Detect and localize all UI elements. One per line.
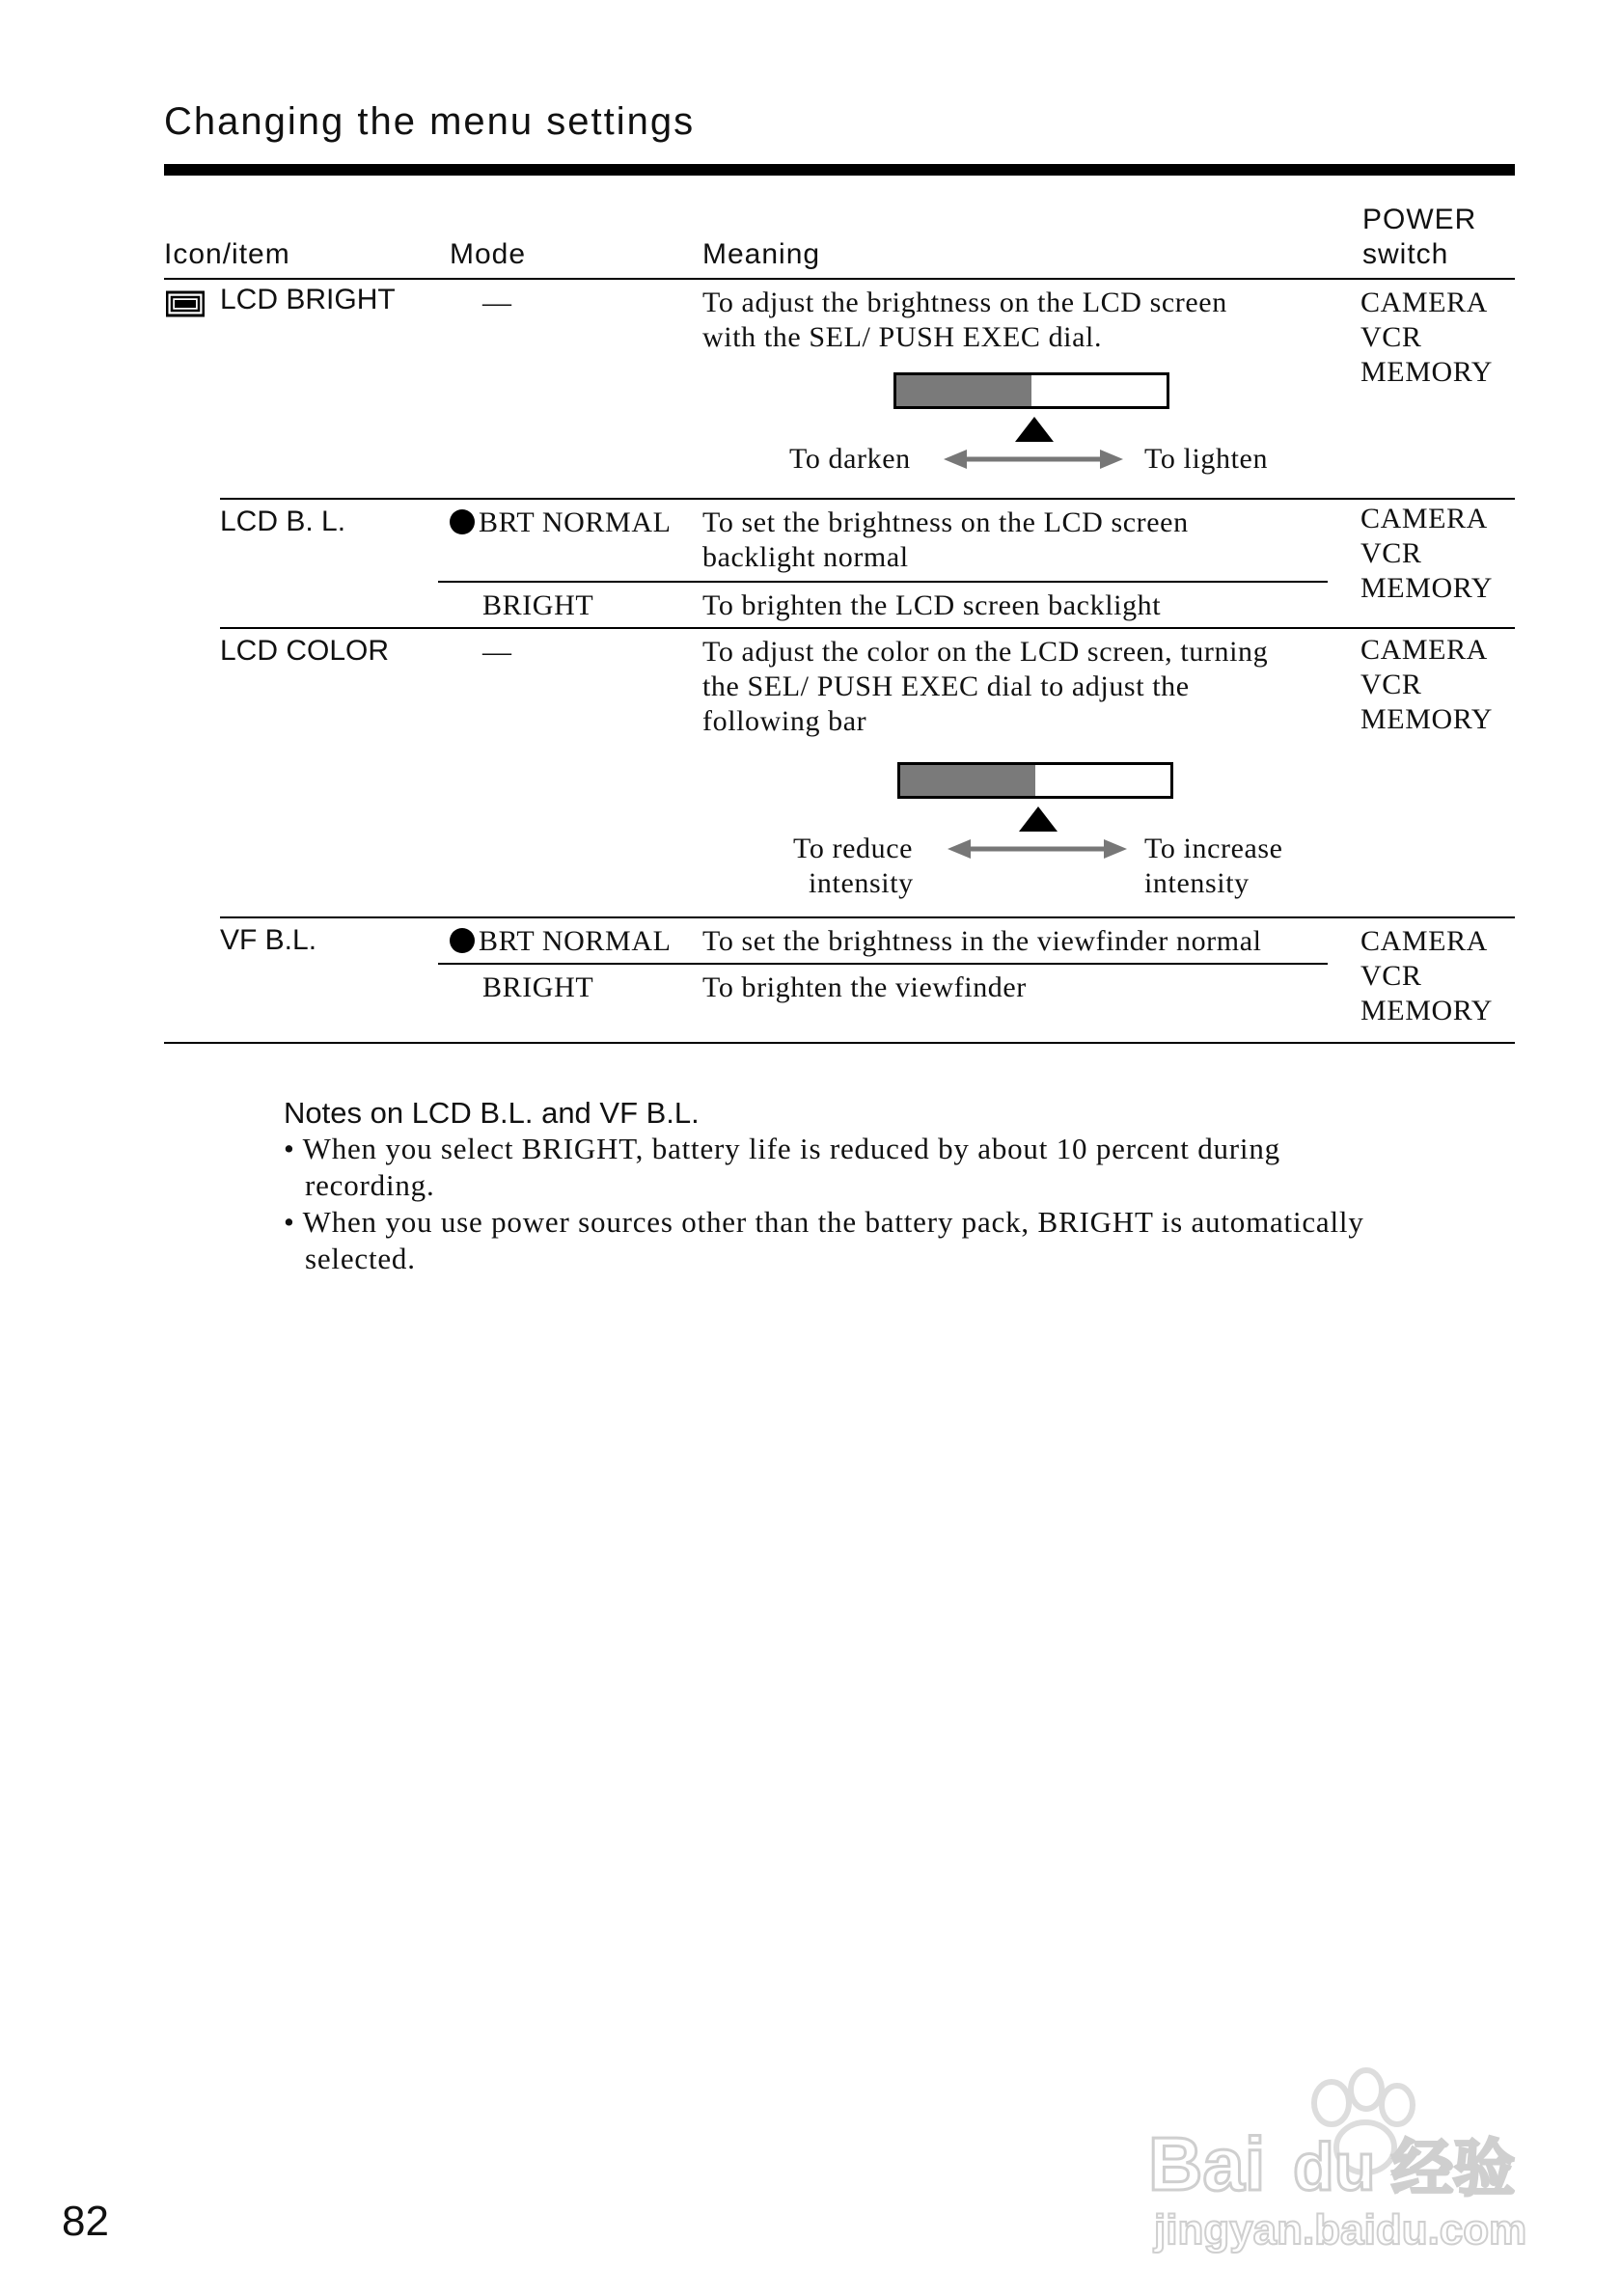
header-mode: Mode <box>450 238 527 270</box>
power-lcd-color-1: CAMERA <box>1360 634 1488 666</box>
page-number: 82 <box>62 2198 109 2245</box>
color-bar-fill <box>900 765 1035 796</box>
power-lcd-bright-3: MEMORY <box>1360 356 1493 388</box>
mode-vf-bl-bright: BRIGHT <box>482 971 594 1003</box>
mode-lcd-bright: — <box>482 287 512 318</box>
meaning-lcd-color-2: the SEL/ PUSH EXEC dial to adjust the <box>702 670 1190 702</box>
power-lcd-bright-1: CAMERA <box>1360 287 1488 318</box>
note-2-line1: • When you use power sources other than the battery pack, BRIGHT is automatically <box>284 1205 1364 1239</box>
default-bullet-icon <box>450 928 475 953</box>
mode-lcd-bl-default: BRT NORMAL <box>450 506 672 540</box>
meaning-lcd-bl-default-1: To set the brightness on the LCD screen <box>702 506 1189 538</box>
meaning-lcd-bright-1: To adjust the brightness on the LCD screen <box>702 287 1227 318</box>
power-lcd-bl-3: MEMORY <box>1360 572 1493 604</box>
meaning-lcd-color-3: following bar <box>702 705 867 737</box>
row-rule-3 <box>220 916 1515 918</box>
color-double-arrow-icon <box>948 837 1127 865</box>
double-arrow-icon <box>944 448 1123 476</box>
section-title: Changing the menu settings <box>164 100 696 143</box>
header-meaning: Meaning <box>702 238 821 270</box>
brightness-bar-fill <box>896 375 1031 406</box>
row-rule-1 <box>220 498 1515 500</box>
header-power-line2: switch <box>1362 238 1449 270</box>
svg-text:经验: 经验 <box>1391 2134 1515 2205</box>
default-bullet-icon <box>450 509 475 534</box>
item-vf-bl: VF B.L. <box>220 924 317 956</box>
mode-vf-bl-default: BRT NORMAL <box>450 924 672 959</box>
meaning-lcd-bright-2: with the SEL/ PUSH EXEC dial. <box>702 321 1103 353</box>
power-lcd-color-2: VCR <box>1360 669 1422 700</box>
row-rule-2 <box>220 627 1515 629</box>
row-subrule-1 <box>438 581 1328 583</box>
header-icon-item: Icon/item <box>164 238 290 270</box>
meaning-lcd-bl-default-2: backlight normal <box>702 541 909 573</box>
power-vf-bl-3: MEMORY <box>1360 995 1493 1026</box>
notes-title: Notes on LCD B.L. and VF B.L. <box>284 1096 700 1130</box>
power-lcd-bl-2: VCR <box>1360 537 1422 569</box>
meaning-lcd-bl-bright: To brighten the LCD screen backlight <box>702 589 1162 621</box>
title-rule <box>164 164 1515 176</box>
row-subrule-2 <box>438 963 1328 965</box>
power-lcd-bl-1: CAMERA <box>1360 503 1488 534</box>
item-lcd-bright: LCD BRIGHT <box>220 284 396 315</box>
note-1-line1: • When you select BRIGHT, battery life is reduced by about 10 percent during <box>284 1132 1280 1165</box>
color-bar-left-label-2: intensity <box>809 867 914 899</box>
color-bar-right-label-2: intensity <box>1144 867 1250 899</box>
item-lcd-color: LCD COLOR <box>220 635 390 667</box>
note-2-line2: selected. <box>305 1242 416 1275</box>
color-bar <box>897 762 1173 799</box>
table-bottom-rule <box>164 1042 1515 1044</box>
svg-text:du: du <box>1293 2129 1376 2204</box>
note-1-line2: recording. <box>305 1168 435 1202</box>
power-vf-bl-1: CAMERA <box>1360 925 1488 957</box>
svg-text:Bai: Bai <box>1148 2121 1266 2206</box>
color-bar-left-label-1: To reduce <box>793 833 914 864</box>
brightness-bar <box>893 372 1169 409</box>
header-power-line1: POWER <box>1362 204 1477 235</box>
bar-right-label: To lighten <box>1144 443 1269 475</box>
power-lcd-bright-2: VCR <box>1360 321 1422 353</box>
meaning-vf-bl-default: To set the brightness in the viewfinder normal <box>702 925 1262 957</box>
color-bar-indicator-icon <box>1019 806 1058 832</box>
svg-text:jingyan.baidu.com: jingyan.baidu.com <box>1154 2206 1527 2254</box>
power-vf-bl-2: VCR <box>1360 960 1422 992</box>
meaning-vf-bl-bright: To brighten the viewfinder <box>702 971 1027 1003</box>
meaning-lcd-color-1: To adjust the color on the LCD screen, turning <box>702 636 1269 668</box>
lcd-screen-icon <box>166 289 205 318</box>
bar-left-label: To darken <box>789 443 911 475</box>
baidu-watermark-logo <box>1148 2055 1553 2257</box>
mode-lcd-color: — <box>482 636 512 668</box>
color-bar-right-label-1: To increase <box>1144 833 1283 864</box>
power-lcd-color-3: MEMORY <box>1360 703 1493 735</box>
item-lcd-bl: LCD B. L. <box>220 506 346 537</box>
bar-indicator-icon <box>1015 417 1054 442</box>
mode-lcd-bl-bright: BRIGHT <box>482 589 594 621</box>
header-rule <box>164 278 1515 280</box>
